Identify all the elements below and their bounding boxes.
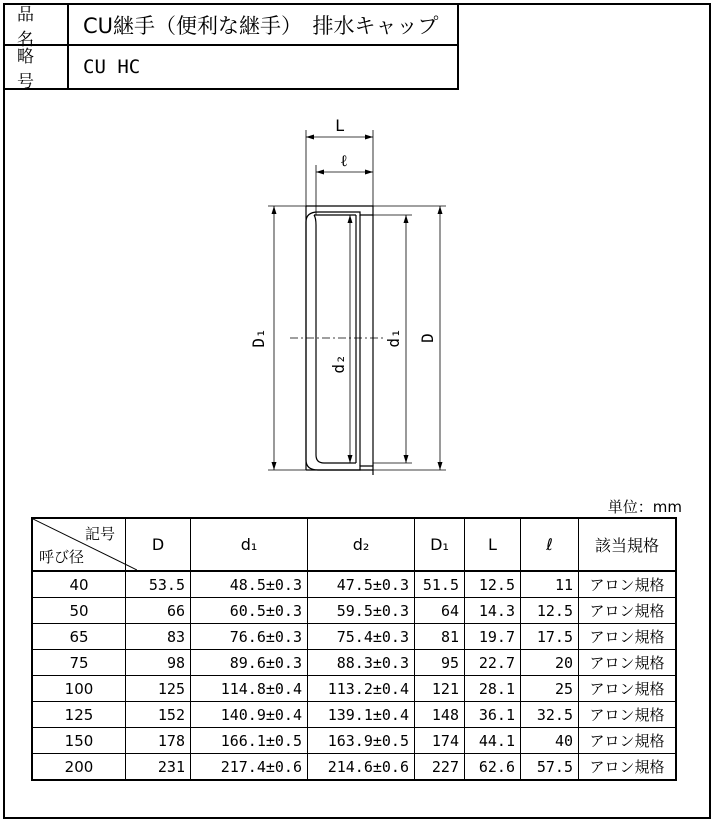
cell-L: 14.3 bbox=[465, 598, 521, 624]
cell-d2: 113.2±0.4 bbox=[308, 676, 415, 702]
cell-nominal-size: 150 bbox=[32, 728, 126, 754]
cell-d1: 114.8±0.4 bbox=[191, 676, 308, 702]
column-header-l: ℓ bbox=[521, 518, 579, 571]
table-row bbox=[32, 676, 676, 702]
cell-d2: 47.5±0.3 bbox=[308, 571, 415, 598]
cell-l: 57.5 bbox=[521, 754, 579, 781]
cell-standard: アロン規格 bbox=[579, 754, 677, 781]
cap-inner-wall bbox=[314, 215, 373, 466]
cell-d1: 140.9±0.4 bbox=[191, 702, 308, 728]
dim-label-l: ℓ bbox=[340, 151, 348, 170]
cell-l: 40 bbox=[521, 728, 579, 754]
cell-d1: 166.1±0.5 bbox=[191, 728, 308, 754]
cell-L: 28.1 bbox=[465, 676, 521, 702]
cell-nominal-size: 50 bbox=[32, 598, 126, 624]
cell-d2: 214.6±0.6 bbox=[308, 754, 415, 781]
cell-standard: アロン規格 bbox=[579, 624, 677, 650]
corner-symbol-label: 記号 bbox=[84, 525, 115, 543]
cell-d1: 48.5±0.3 bbox=[191, 571, 308, 598]
dim-label-d2: d₂ bbox=[329, 354, 348, 374]
cell-nominal-size: 75 bbox=[32, 650, 126, 676]
cell-nominal-size: 200 bbox=[32, 754, 126, 781]
cell-d1: 89.6±0.3 bbox=[191, 650, 308, 676]
cell-standard: アロン規格 bbox=[579, 676, 677, 702]
dimension-table bbox=[31, 517, 677, 781]
cell-D: 66 bbox=[126, 598, 191, 624]
table-row bbox=[32, 624, 676, 650]
cell-nominal-size: 40 bbox=[32, 571, 126, 598]
cell-L: 44.1 bbox=[465, 728, 521, 754]
table-row bbox=[32, 598, 676, 624]
cell-L: 62.6 bbox=[465, 754, 521, 781]
cell-D: 231 bbox=[126, 754, 191, 781]
product-code-label: 略 号 bbox=[5, 46, 69, 88]
cell-d1: 60.5±0.3 bbox=[191, 598, 308, 624]
cell-nominal-size: 65 bbox=[32, 624, 126, 650]
cell-D: 125 bbox=[126, 676, 191, 702]
product-name-label: 品 名 bbox=[5, 5, 69, 44]
product-code-value: CU HC bbox=[83, 56, 141, 78]
column-header-D: D bbox=[126, 518, 191, 571]
cell-D1: 227 bbox=[415, 754, 465, 781]
corner-size-label: 呼び径 bbox=[39, 548, 85, 566]
extension-lines bbox=[268, 130, 446, 470]
cell-l: 12.5 bbox=[521, 598, 579, 624]
dim-label-D1: D₁ bbox=[249, 328, 268, 348]
table-corner-cell bbox=[32, 518, 126, 571]
cell-l: 17.5 bbox=[521, 624, 579, 650]
cell-l: 32.5 bbox=[521, 702, 579, 728]
table-row bbox=[32, 571, 676, 598]
table-header-row bbox=[32, 518, 676, 571]
cell-D: 53.5 bbox=[126, 571, 191, 598]
cell-L: 36.1 bbox=[465, 702, 521, 728]
cell-D1: 51.5 bbox=[415, 571, 465, 598]
column-header-d1: d₁ bbox=[191, 518, 308, 571]
cell-D1: 81 bbox=[415, 624, 465, 650]
cell-D: 83 bbox=[126, 624, 191, 650]
cell-D1: 174 bbox=[415, 728, 465, 754]
cell-standard: アロン規格 bbox=[579, 571, 677, 598]
column-header-D1: D₁ bbox=[415, 518, 465, 571]
dimension-lines bbox=[274, 137, 440, 470]
cell-D: 152 bbox=[126, 702, 191, 728]
table-row bbox=[32, 754, 676, 781]
cell-L: 12.5 bbox=[465, 571, 521, 598]
cell-D1: 148 bbox=[415, 702, 465, 728]
cell-d2: 163.9±0.5 bbox=[308, 728, 415, 754]
cell-d2: 88.3±0.3 bbox=[308, 650, 415, 676]
dim-label-D: D bbox=[418, 333, 437, 343]
table-row bbox=[32, 702, 676, 728]
cell-l: 20 bbox=[521, 650, 579, 676]
table-row bbox=[32, 728, 676, 754]
cell-nominal-size: 125 bbox=[32, 702, 126, 728]
unit-note: 単位：mm bbox=[607, 498, 682, 516]
cell-nominal-size: 100 bbox=[32, 676, 126, 702]
cell-d2: 75.4±0.3 bbox=[308, 624, 415, 650]
dim-label-d1: d₁ bbox=[384, 328, 403, 348]
column-header-d2: d₂ bbox=[308, 518, 415, 571]
cell-standard: アロン規格 bbox=[579, 702, 677, 728]
cell-L: 22.7 bbox=[465, 650, 521, 676]
cell-L: 19.7 bbox=[465, 624, 521, 650]
cell-D1: 64 bbox=[415, 598, 465, 624]
cell-d1: 217.4±0.6 bbox=[191, 754, 308, 781]
column-header-L: L bbox=[465, 518, 521, 571]
dimension-arrows bbox=[272, 135, 443, 471]
cell-D1: 95 bbox=[415, 650, 465, 676]
cell-standard: アロン規格 bbox=[579, 650, 677, 676]
cell-D: 98 bbox=[126, 650, 191, 676]
cell-standard: アロン規格 bbox=[579, 598, 677, 624]
cell-D: 178 bbox=[126, 728, 191, 754]
column-header-standard: 該当規格 bbox=[579, 518, 677, 571]
cell-d1: 76.6±0.3 bbox=[191, 624, 308, 650]
cell-d2: 139.1±0.4 bbox=[308, 702, 415, 728]
dim-label-L: L bbox=[335, 116, 345, 135]
cell-D1: 121 bbox=[415, 676, 465, 702]
cell-standard: アロン規格 bbox=[579, 728, 677, 754]
product-name-value: CU継手（便利な継手） 排水キャップ bbox=[83, 13, 439, 38]
cell-l: 11 bbox=[521, 571, 579, 598]
cell-d2: 59.5±0.3 bbox=[308, 598, 415, 624]
cell-l: 25 bbox=[521, 676, 579, 702]
table-row bbox=[32, 650, 676, 676]
